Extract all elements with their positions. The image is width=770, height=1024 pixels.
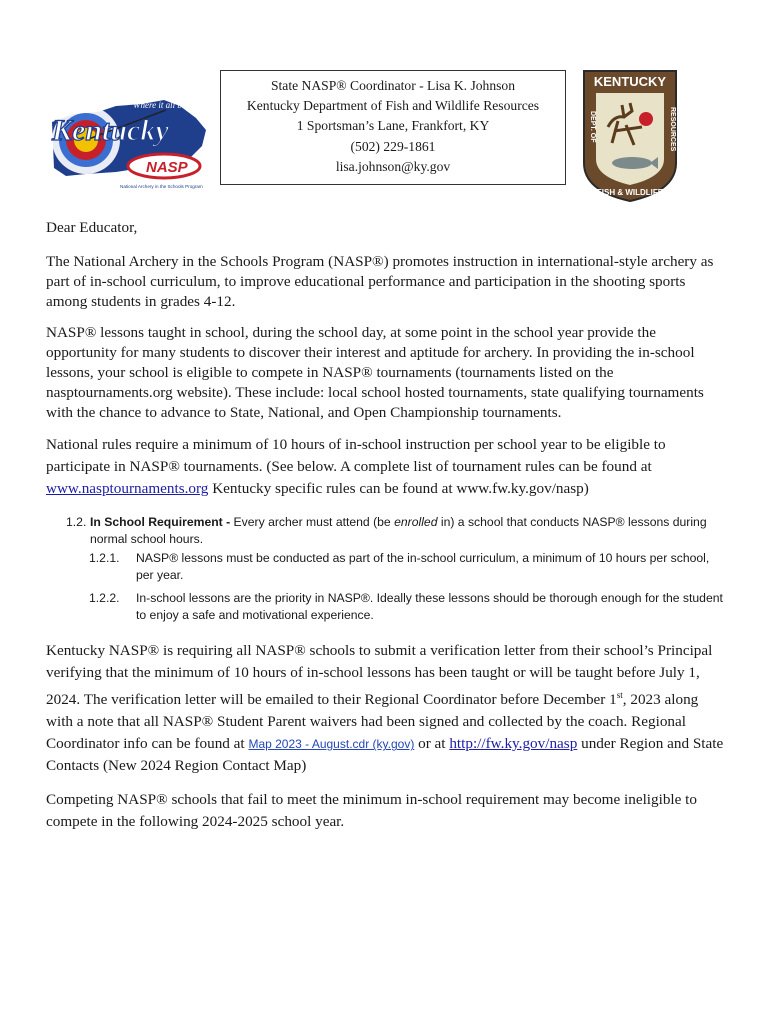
rule-number: 1.2.1.: [89, 551, 120, 566]
kdfwr-seal-graphic: [578, 67, 682, 203]
rule-text: in) a school that conducts NASP® lessons during normal school hours.: [90, 515, 707, 547]
paragraph-intro: The National Archery in the Schools Program (NASP®) promotes instruction in international-style archery as part of in-school curriculum, to improve educational performance and participation in the shooting sports among students in grades 4-12.: [46, 253, 714, 310]
contact-address: 1 Sportsman’s Lane, Frankfort, KY: [296, 118, 490, 134]
seal-right-text: RESOURCES: [669, 107, 676, 152]
paragraph-lessons: NASP® lessons taught in school, during the school day, at some point in the school year provide the opportunity for many students to discover their interest and aptitude for archery. In providing the in-school lessons, your school is eligible to compete in NASP® tournaments (tournaments listed on the nasptournaments.org website). These include: local school hosted tournaments, state qualifying tournaments with the chance to advance to State, National, and Open Championship tournaments.: [46, 324, 704, 421]
rule-text: NASP® lessons must be conducted as part of the in-school curriculum, a minimum of 10 hours per school, per year.: [136, 551, 710, 583]
letter-body: [46, 218, 726, 845]
contact-phone: (502) 229-1861: [350, 138, 436, 154]
fw-ky-gov-nasp-link[interactable]: http://fw.ky.gov/nasp: [449, 735, 578, 753]
kentucky-rules-text: Kentucky specific rules can be found at www.fw.ky.gov/nasp): [208, 480, 589, 498]
rule-emphasis: enrolled: [394, 515, 438, 530]
verification-text: , 2023 along with a note that all NASP® Student Parent waivers had been signed and collected by the coach. Regional Coordinator info can be found at: [46, 691, 699, 753]
kdfwr-seal-logo: [578, 67, 682, 203]
kentucky-nasp-logo-graphic: [46, 88, 216, 196]
paragraph-verification: [46, 640, 726, 777]
cardinal-icon: [639, 112, 653, 126]
seal-top-text: KENTUCKY: [593, 74, 667, 89]
contact-coordinator: State NASP® Coordinator - Lisa K. Johnson: [270, 78, 516, 93]
nasptournaments-link[interactable]: www.nasptournaments.org: [46, 480, 209, 498]
verification-text: Kentucky NASP® is requiring all NASP® schools to submit a verification letter from their school’s Principal verifying that the minimum of 10 hours of in-school lessons has been taught or will be taught before July 1, 2024. The verification letter will be emailed to their Regional Coordinator before December 1: [46, 642, 713, 709]
rule-number: 1.2.2.: [89, 591, 120, 606]
rule-1-2-1: [46, 550, 726, 584]
verification-text: or at: [414, 735, 450, 753]
region-map-link[interactable]: Map 2023 - August.cdr (ky.gov): [248, 737, 415, 752]
nasp-badge-text: NASP: [146, 159, 188, 176]
national-rules-text: National rules require a minimum of 10 hours of in-school instruction per school year to be eligible to participate in NASP® tournaments. (See below. A complete list of tournament rules can be found at: [46, 436, 666, 476]
rule-text: In-school lessons are the priority in NASP®. Ideally these lessons should be thorough enough for the student to enjoy a safe and motivational experience.: [136, 591, 723, 623]
kentucky-nasp-logo: [46, 88, 216, 196]
rule-title: In School Requirement -: [90, 515, 231, 530]
rule-number: 1.2.: [66, 515, 87, 530]
verification-text: under Region and State Contacts (New 2024 Region Contact Map): [46, 735, 724, 775]
contact-email[interactable]: lisa.johnson@ky.gov: [335, 158, 451, 174]
logo-subtitle: National Archery in the Schools Program: [120, 184, 203, 189]
ordinal-suffix: st: [616, 690, 623, 701]
logo-wordmark: Kentucky: [52, 114, 169, 147]
rules-excerpt: [46, 514, 726, 624]
salutation: Dear Educator,: [46, 219, 138, 236]
logo-tagline: “Where it all began”: [128, 100, 205, 110]
contact-department: Kentucky Department of Fish and Wildlife Resources: [246, 98, 540, 114]
rule-text: Every archer must attend (be: [230, 515, 395, 530]
paragraph-national-rules: [46, 434, 726, 500]
rule-1-2: [46, 514, 726, 548]
seal-left-text: DEPT. OF: [589, 111, 596, 143]
contact-box: [220, 70, 566, 185]
paragraph-ineligibility: Competing NASP® schools that fail to meet the minimum in-school requirement may become ineligible to compete in the following 2024-2025 school year.: [46, 791, 697, 831]
rule-1-2-2: [46, 590, 726, 624]
fish-icon: [612, 157, 652, 169]
seal-bottom-text: FISH & WILDLIFE: [596, 188, 664, 197]
